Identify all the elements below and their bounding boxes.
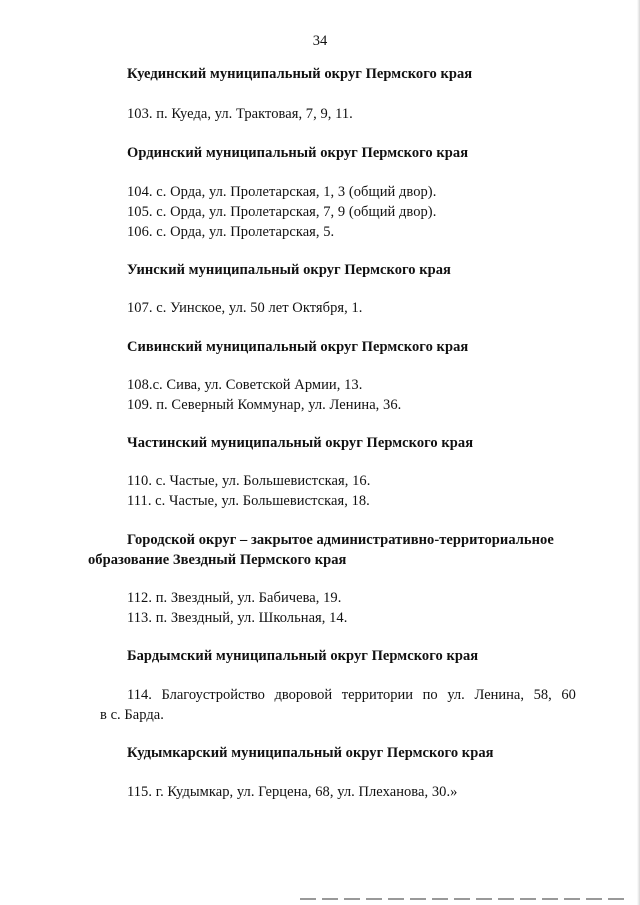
page-number: 34	[312, 33, 328, 49]
list-item: 108.с. Сива, ул. Советской Армии, 13.	[127, 377, 363, 393]
list-item: 115. г. Кудымкар, ул. Герцена, 68, ул. Плеханова, 30.»	[127, 784, 458, 800]
word: Ленина,	[474, 687, 524, 703]
section-heading-zvezdny-line2: образование Звездный Пермского края	[88, 552, 347, 568]
word: ул.	[447, 687, 465, 703]
scan-artifact	[300, 893, 640, 905]
list-item: 105. с. Орда, ул. Пролетарская, 7, 9 (общий двор).	[127, 204, 437, 220]
section-heading-uinsk: Уинский муниципальный округ Пермского края	[127, 262, 451, 278]
section-heading-kudymkar: Кудымкарский муниципальный округ Пермского края	[127, 745, 494, 761]
list-item-justified	[127, 687, 576, 704]
list-item: 110. с. Частые, ул. Большевистская, 16.	[127, 473, 371, 489]
list-item: 111. с. Частые, ул. Большевистская, 18.	[127, 493, 370, 509]
list-item: 104. с. Орда, ул. Пролетарская, 1, 3 (общий двор).	[127, 184, 437, 200]
list-item: 106. с. Орда, ул. Пролетарская, 5.	[127, 224, 335, 240]
word: территории	[341, 687, 413, 703]
word: Благоустройство	[161, 687, 265, 703]
word: по	[422, 687, 438, 703]
list-item-continuation: в с. Барда.	[100, 707, 164, 723]
section-heading-chastye: Частинский муниципальный округ Пермского края	[127, 435, 474, 451]
list-item: 107. с. Уинское, ул. 50 лет Октября, 1.	[127, 300, 363, 316]
list-item: 103. п. Куеда, ул. Трактовая, 7, 9, 11.	[127, 106, 353, 122]
word: 114.	[127, 687, 152, 703]
word: 60	[561, 687, 576, 703]
word: дворовой	[274, 687, 333, 703]
section-heading-orda: Ординский муниципальный округ Пермского края	[127, 145, 469, 161]
section-heading-zvezdny-line1: Городской округ – закрытое административно-территориальное	[127, 532, 554, 548]
list-item: 112. п. Звездный, ул. Бабичева, 19.	[127, 590, 342, 606]
word: 58,	[533, 687, 552, 703]
section-heading-bardym: Бардымский муниципальный округ Пермского края	[127, 648, 479, 664]
list-item: 109. п. Северный Коммунар, ул. Ленина, 36.	[127, 397, 402, 413]
list-item: 113. п. Звездный, ул. Школьная, 14.	[127, 610, 348, 626]
section-heading-siva: Сивинский муниципальный округ Пермского края	[127, 339, 469, 355]
section-heading-kueda: Куединский муниципальный округ Пермского края	[127, 66, 473, 82]
